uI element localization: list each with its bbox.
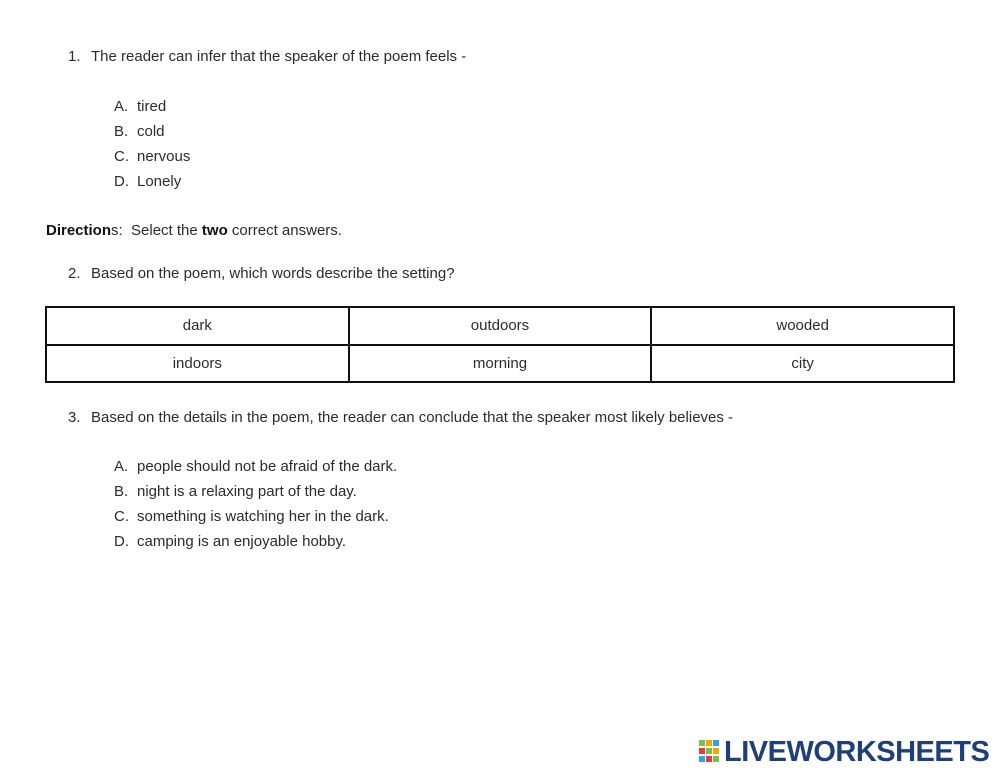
q1-option-b-text[interactable]: cold (137, 123, 165, 140)
q3-option-a-text[interactable]: people should not be afraid of the dark. (137, 458, 398, 475)
question-2-number: 2. (68, 265, 81, 282)
question-1-number: 1. (68, 48, 81, 65)
directions-text-pre: Select the (131, 222, 202, 239)
choice-outdoors[interactable]: outdoors (349, 307, 652, 345)
directions-text-bold: two (201, 222, 228, 239)
directions-text-post: correct answers. (227, 222, 342, 239)
q3-option-d-letter: D. (114, 533, 129, 550)
question-2-text: Based on the poem, which words describe the setting? (91, 265, 455, 282)
setting-choices-table (45, 306, 955, 383)
q3-option-d-text[interactable]: camping is an enjoyable hobby. (137, 533, 347, 550)
brand-name: LIVEWORKSHEETS (724, 736, 990, 768)
choices-row-2 (46, 345, 954, 383)
blocks-icon (698, 739, 722, 765)
q1-option-b-letter: B. (114, 123, 129, 140)
liveworksheets-logo (698, 736, 989, 768)
choice-indoors[interactable]: indoors (46, 345, 349, 383)
directions-label-rest: s: (111, 222, 123, 239)
choices-row-1 (46, 307, 954, 345)
q3-option-a-letter: A. (114, 458, 129, 475)
q1-option-a-letter: A. (114, 98, 129, 115)
choice-dark[interactable]: dark (46, 307, 349, 345)
q1-option-d-text[interactable]: Lonely (137, 173, 182, 190)
q3-option-c-letter: C. (114, 508, 129, 525)
directions (46, 222, 342, 239)
q3-option-b-text[interactable]: night is a relaxing part of the day. (137, 483, 357, 500)
choice-wooded[interactable]: wooded (651, 307, 954, 345)
directions-label-bold: Direction (46, 222, 112, 239)
q3-option-b-letter: B. (114, 483, 129, 500)
question-3-text: Based on the details in the poem, the reader can conclude that the speaker most likely believes - (91, 409, 734, 426)
q1-option-a-text[interactable]: tired (137, 98, 167, 115)
q3-option-c-text[interactable]: something is watching her in the dark. (137, 508, 389, 525)
q1-option-c-letter: C. (114, 148, 129, 165)
choice-city[interactable]: city (651, 345, 954, 383)
q1-option-c-text[interactable]: nervous (137, 148, 191, 165)
q1-option-d-letter: D. (114, 173, 129, 190)
question-3-number: 3. (68, 409, 81, 426)
choice-morning[interactable]: morning (349, 345, 652, 383)
question-1-text: The reader can infer that the speaker of the poem feels - (91, 48, 467, 65)
